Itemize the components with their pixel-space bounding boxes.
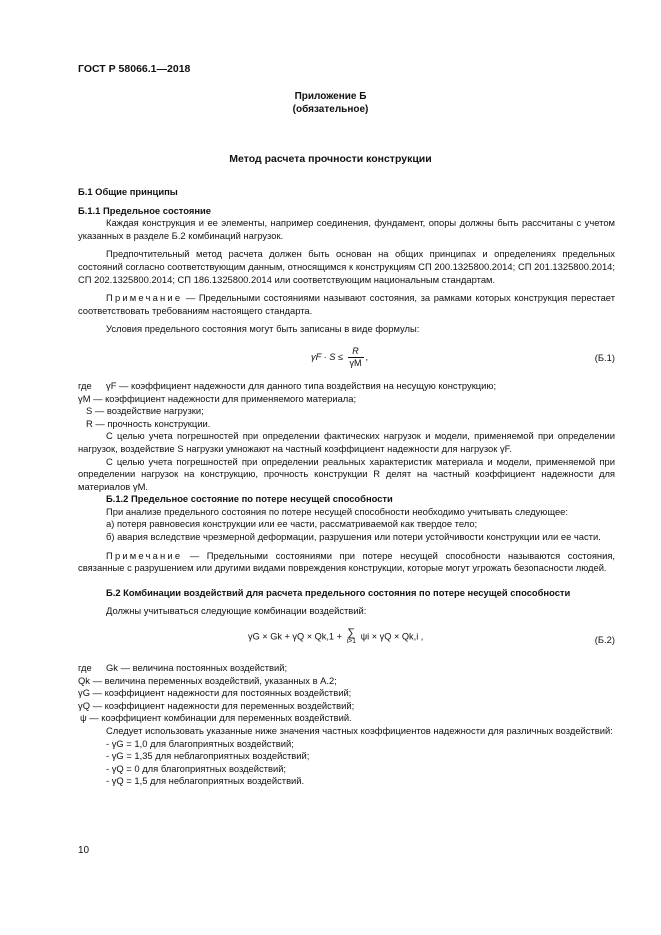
note-label: Примечание xyxy=(106,549,183,561)
formula-number: (Б.1) xyxy=(594,351,615,363)
note-text: — Предельными состояниями при потере несущей способности называются состояния, связанные с разрушением или другими видами повреждения конструкции, которые могут угрожать безопасности людей. xyxy=(78,549,615,574)
where-item: Qk — величина переменных воздействий, указанных в А.2; xyxy=(78,674,337,686)
where-item: γM — коэффициент надежности для применяемого материала; xyxy=(78,392,357,404)
where-item: ψ — коэффициент комбинации для переменных воздействий. xyxy=(80,712,352,724)
formula-number: (Б.2) xyxy=(594,634,615,646)
note xyxy=(78,292,615,317)
section-b1-heading: Б.1 Общие принципы xyxy=(78,186,178,197)
formula-b1 xyxy=(78,340,615,374)
annex-status: (обязательное) xyxy=(292,104,369,115)
note-text: — Предельными состояниями называют состояния, за рамками которых конструкция перестает соответствовать требованиям настоящего стандарта. xyxy=(78,292,615,316)
paragraph: Условия предельного состояния могут быть записаны в виде формулы: xyxy=(106,323,420,335)
formula-expression xyxy=(311,346,368,369)
annex-title: Приложение Б xyxy=(294,91,367,102)
where-item: R — прочность конструкции. xyxy=(86,417,211,429)
paragraph: С целью учета погрешностей при определении реальных характеристик материала и модели, применяемой при определении нагрузок на конструкцию, прочность конструкции R делят на частный коэффициент надежности для материалов γM. xyxy=(78,455,615,492)
paragraph: Должны учитываться следующие комбинации воздействий: xyxy=(106,605,367,617)
where-item: где Gk — величина постоянных воздействий; xyxy=(78,662,288,674)
fraction xyxy=(348,346,364,369)
section-b12-heading: Б.1.2 Предельное состояние по потере несущей способности xyxy=(106,493,393,505)
note-label: Примечание xyxy=(106,292,183,304)
list-item: а) потеря равновесия конструкции или ее части, рассматриваемой как твердое тело; xyxy=(106,518,478,530)
fraction-numerator: R xyxy=(348,346,364,358)
fraction-denominator: γM xyxy=(349,357,362,368)
where-item: γQ — коэффициент надежности для переменных воздействий; xyxy=(78,699,355,711)
paragraph: Следует использовать указанные ниже значения частных коэффициентов надежности для различных воздействий: xyxy=(106,725,613,736)
paragraph: При анализе предельного состояния по потере несущей способности необходимо учитывать следующее: xyxy=(106,505,568,517)
where-item: S — воздействие нагрузки; xyxy=(86,405,204,417)
section-b11-heading: Б.1.1 Предельное состояние xyxy=(78,204,211,216)
formula-expression xyxy=(248,628,423,646)
sum-symbol: ∑ i>1 xyxy=(346,627,357,646)
section-b2-heading: Б.2 Комбинации воздействий для расчета предельного состояния по потере несущей способности xyxy=(106,586,571,598)
formula-tail: , xyxy=(365,351,369,362)
body-text xyxy=(78,182,615,788)
formula-b2 xyxy=(78,622,615,656)
page-number: 10 xyxy=(78,845,90,856)
paragraph: Каждая конструкция и ее элементы, например соединения, фундамент, опоры должны быть рассчитаны с учетом указанных в разделе Б.2 комбинаций нагрузок. xyxy=(78,217,615,241)
formula-lhs: γF · S ≤ xyxy=(311,351,343,362)
paragraph: Предпочтительный метод расчета должен быть основан на общих принципах и определениях предельных состояний согласно соответствующим данным, относящимся к конструкциям СП 200.1325800.2014; СП 201.1325800.2014; СП 202.1325800.2014; СП 186.1325800.2014 или соответствующим национальным стандартам. xyxy=(78,248,615,285)
note xyxy=(78,550,615,575)
paragraph: С целью учета погрешностей при определении фактических нагрузок и модели, применяемой при определении нагрузок, воздействие S нагрузки умножают на частный коэффициент надежности для нагрузок γF. xyxy=(78,430,615,454)
where-item: где γF — коэффициент надежности для данного типа воздействия на несущую конструкцию; xyxy=(78,379,497,391)
where-item: γG — коэффициент надежности для постоянных воздействий; xyxy=(78,687,352,699)
main-title: Метод расчета прочности конструкции xyxy=(229,153,432,165)
formula-rhs: ψi × γQ × Qk,i , xyxy=(360,631,424,642)
formula-lhs: γG × Gk + γQ × Qk,1 + xyxy=(248,631,342,642)
list-item: - γQ = 0 для благоприятных воздействий; xyxy=(106,762,287,774)
list-item: - γG = 1,35 для неблагоприятных воздействий; xyxy=(106,750,310,762)
standard-header: ГОСТ Р 58066.1—2018 xyxy=(78,63,191,75)
list-item: б) авария вследствие чрезмерной деформации, разрушения или потери устойчивости конструкции или ее части. xyxy=(106,531,601,543)
list-item: - γQ = 1,5 для неблагоприятных воздействий. xyxy=(106,775,305,787)
list-item: - γG = 1,0 для благоприятных воздействий; xyxy=(106,737,294,749)
